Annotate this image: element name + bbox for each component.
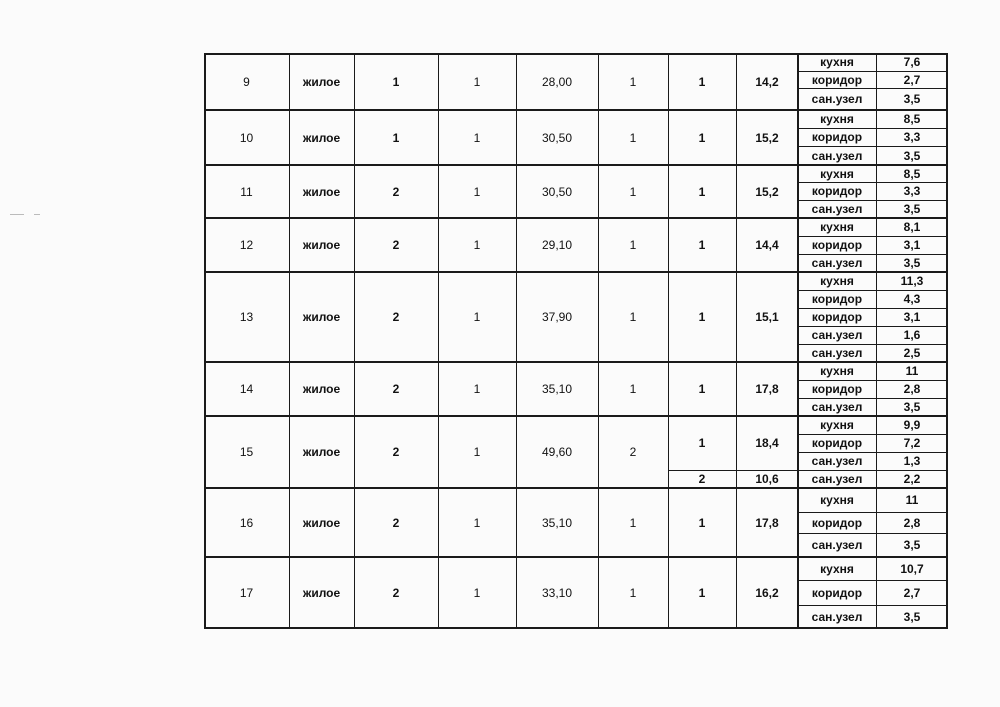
aux-room-area: 10,7 — [900, 561, 924, 576]
row-col3: 2 — [392, 515, 400, 530]
aux-room-name: сан.узел — [811, 256, 863, 270]
row-room-count: 1 — [629, 238, 637, 252]
room-area: 15,2 — [755, 130, 779, 145]
aux-room-name: коридор — [811, 130, 863, 144]
row-type: жилое — [302, 184, 341, 199]
row-col3: 2 — [392, 586, 400, 600]
row-number: 17 — [239, 586, 254, 600]
aux-room-name: коридор — [811, 436, 863, 450]
room-area: 18,4 — [755, 436, 779, 450]
aux-room-area: 4,3 — [903, 292, 921, 306]
aux-room-name: сан.узел — [811, 472, 863, 486]
room-number: 1 — [698, 382, 706, 396]
aux-room-area: 1,3 — [903, 454, 921, 468]
row-room-count: 1 — [629, 130, 637, 145]
aux-room-area: 2,5 — [903, 346, 921, 360]
row-number: 14 — [239, 382, 254, 396]
aux-room-area: 3,5 — [903, 148, 921, 163]
row-col4: 1 — [473, 238, 481, 252]
room-number: 1 — [698, 238, 706, 252]
aux-room-name: кухня — [820, 364, 854, 378]
aux-room-name: кухня — [820, 561, 854, 576]
row-type: жилое — [302, 130, 341, 145]
row-room-count: 1 — [629, 382, 637, 396]
row-total-area: 49,60 — [541, 445, 573, 459]
aux-room-area: 8,1 — [903, 220, 921, 234]
row-col4: 1 — [473, 382, 481, 396]
aux-room-area: 2,8 — [903, 515, 921, 530]
row-room-count: 1 — [629, 74, 637, 89]
aux-room-area: 3,1 — [903, 310, 921, 324]
room-area: 15,2 — [755, 184, 779, 199]
aux-room-area: 7,6 — [903, 55, 921, 69]
aux-room-name: кухня — [820, 166, 854, 181]
aux-room-name: коридор — [811, 310, 863, 324]
row-number: 11 — [240, 184, 253, 199]
aux-room-name: кухня — [820, 55, 854, 69]
aux-room-area: 3,5 — [903, 400, 921, 414]
row-total-area: 30,50 — [541, 184, 573, 199]
row-col4: 1 — [473, 74, 481, 89]
room-number: 1 — [698, 515, 706, 530]
row-total-area: 33,10 — [541, 586, 573, 600]
aux-room-area: 2,8 — [903, 382, 921, 396]
row-col3: 2 — [392, 310, 400, 324]
room-area: 17,8 — [755, 382, 779, 396]
row-total-area: 37,90 — [541, 310, 573, 324]
row-col3: 2 — [392, 445, 400, 459]
row-col4: 1 — [473, 184, 481, 199]
room-number: 1 — [698, 436, 706, 450]
aux-room-area: 2,7 — [903, 72, 921, 87]
row-number: 15 — [239, 445, 254, 459]
aux-room-area: 11,3 — [900, 274, 924, 288]
row-type: жилое — [302, 445, 341, 459]
aux-room-name: коридор — [811, 238, 863, 252]
aux-room-name: сан.узел — [811, 148, 863, 163]
room-area: 16,2 — [755, 586, 779, 600]
aux-room-name: коридор — [811, 72, 863, 87]
aux-room-area: 8,5 — [903, 166, 921, 181]
aux-room-name: сан.узел — [811, 538, 863, 552]
aux-room-area: 3,5 — [903, 92, 921, 106]
aux-room-area: 8,5 — [903, 112, 921, 126]
room-number: 1 — [698, 74, 706, 89]
aux-room-name: сан.узел — [811, 346, 863, 360]
row-col4: 1 — [473, 130, 481, 145]
aux-room-name: коридор — [811, 585, 863, 600]
aux-room-name: сан.узел — [811, 202, 863, 216]
scan-mark — [10, 214, 24, 215]
row-col4: 1 — [473, 586, 481, 600]
row-room-count: 1 — [629, 310, 637, 324]
aux-room-area: 2,7 — [903, 585, 921, 600]
aux-room-area: 2,2 — [903, 472, 921, 486]
row-col3: 2 — [392, 238, 400, 252]
row-col4: 1 — [473, 445, 481, 459]
row-room-count: 1 — [629, 184, 637, 199]
aux-room-area: 3,1 — [903, 238, 921, 252]
room-number: 1 — [698, 586, 706, 600]
room-area: 10,6 — [755, 472, 779, 486]
aux-room-area: 11 — [905, 493, 919, 507]
aux-room-area: 11 — [905, 364, 919, 378]
aux-room-area: 3,3 — [903, 130, 921, 144]
row-col3: 1 — [392, 130, 400, 145]
room-number: 1 — [698, 310, 706, 324]
row-number: 12 — [239, 238, 254, 252]
aux-room-name: кухня — [820, 274, 854, 288]
aux-room-name: коридор — [811, 515, 863, 530]
aux-room-name: сан.узел — [811, 454, 863, 468]
row-total-area: 28,00 — [541, 74, 573, 89]
row-number: 10 — [239, 130, 254, 145]
room-number: 1 — [698, 184, 706, 199]
room-number: 1 — [698, 130, 706, 145]
aux-room-name: коридор — [811, 382, 863, 396]
row-type: жилое — [302, 586, 341, 600]
row-col3: 2 — [392, 382, 400, 396]
row-col3: 2 — [392, 184, 400, 199]
room-area: 15,1 — [755, 310, 779, 324]
apartment-table — [204, 53, 948, 629]
row-total-area: 35,10 — [541, 382, 573, 396]
aux-room-area: 1,6 — [903, 328, 921, 342]
row-room-count: 1 — [629, 515, 637, 530]
room-number: 2 — [698, 472, 706, 486]
aux-room-area: 3,5 — [903, 610, 921, 624]
aux-room-area: 7,2 — [903, 436, 921, 450]
room-area: 14,4 — [755, 238, 779, 252]
aux-room-name: кухня — [820, 112, 854, 126]
row-col4: 1 — [473, 515, 481, 530]
aux-room-name: кухня — [820, 220, 854, 234]
row-type: жилое — [302, 74, 341, 89]
aux-room-name: сан.узел — [811, 92, 863, 106]
row-total-area: 35,10 — [541, 515, 573, 530]
row-total-area: 29,10 — [541, 238, 573, 252]
row-number: 9 — [243, 74, 250, 89]
row-type: жилое — [302, 238, 341, 252]
row-col3: 1 — [392, 74, 400, 89]
row-type: жилое — [302, 382, 341, 396]
scan-mark — [34, 214, 40, 215]
row-total-area: 30,50 — [541, 130, 573, 145]
row-room-count: 1 — [629, 586, 637, 600]
row-type: жилое — [302, 515, 341, 530]
aux-room-name: сан.узел — [811, 400, 863, 414]
aux-room-name: сан.узел — [811, 328, 863, 342]
aux-room-name: коридор — [811, 292, 863, 306]
row-col4: 1 — [473, 310, 481, 324]
aux-room-area: 3,5 — [903, 538, 921, 552]
aux-room-area: 3,5 — [903, 256, 921, 270]
row-room-count: 2 — [629, 445, 637, 459]
row-number: 13 — [239, 310, 254, 324]
aux-room-name: сан.узел — [811, 610, 863, 624]
room-area: 14,2 — [755, 74, 779, 89]
room-area: 17,8 — [755, 515, 779, 530]
row-type: жилое — [302, 310, 341, 324]
aux-room-name: кухня — [820, 493, 854, 507]
aux-room-name: коридор — [811, 184, 863, 198]
aux-room-area: 3,3 — [903, 184, 921, 198]
aux-room-area: 9,9 — [903, 418, 921, 432]
row-number: 16 — [239, 515, 254, 530]
aux-room-name: кухня — [820, 418, 854, 432]
aux-room-area: 3,5 — [903, 202, 921, 216]
